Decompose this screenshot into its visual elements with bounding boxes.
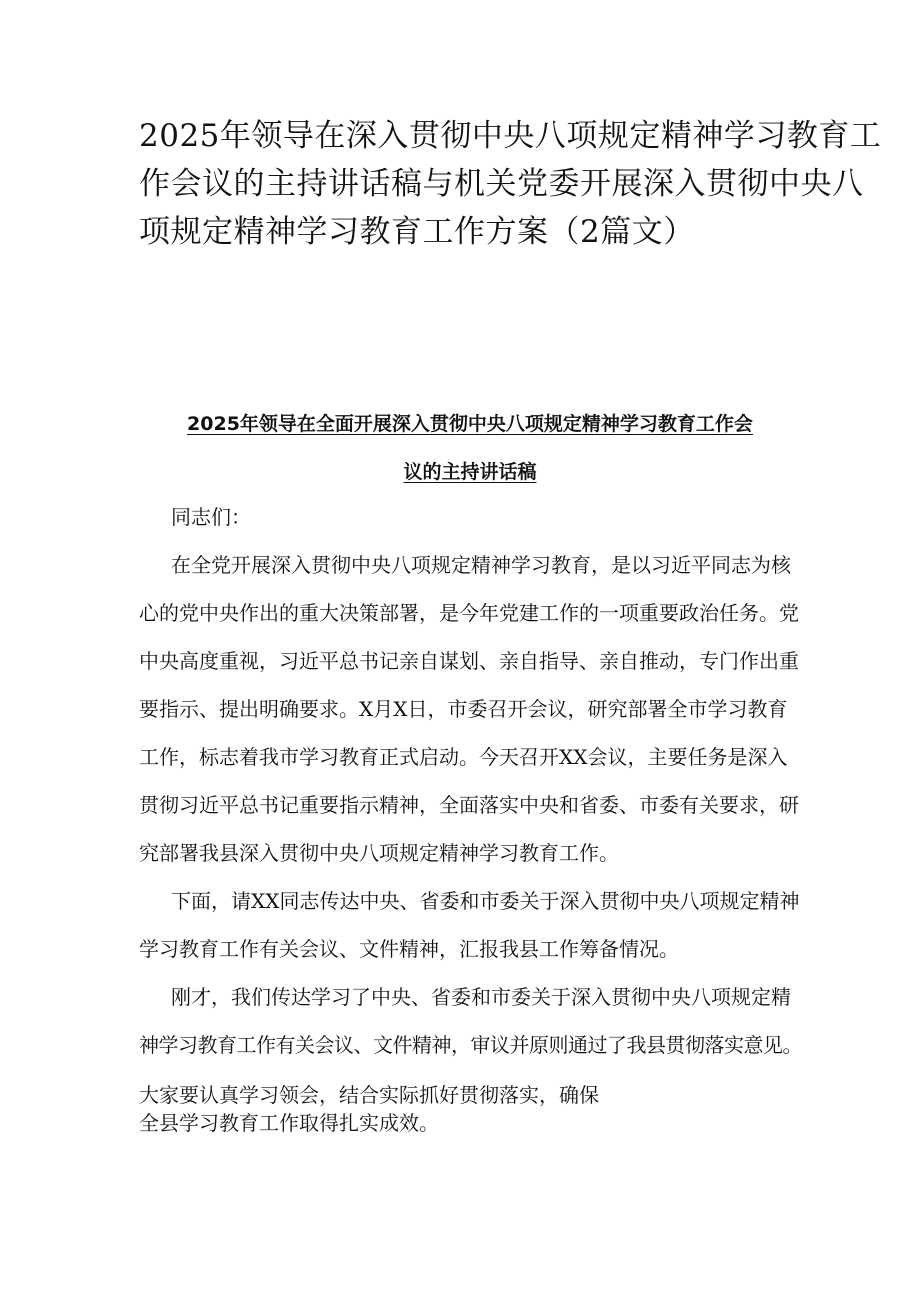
section-title-line-1: 2025年领导在全面开展深入贯彻中央八项规定精神学习教育工作会 [187, 413, 753, 435]
paragraph-2-line-1: 下面，请XX同志传达中央、省委和市委关于深入贯彻中央八项规定精神 [171, 889, 800, 913]
title-line-1: 2025年领导在深入贯彻中央八项规定精神学习教育工 [139, 118, 882, 154]
paragraph-1-line-1: 在全党开展深入贯彻中央八项规定精神学习教育，是以习近平同志为核 [171, 553, 791, 577]
document-title [139, 112, 882, 256]
section-title-line-2: 议的主持讲话稿 [403, 461, 537, 483]
paragraph-1-line-5: 工作，标志着我市学习教育正式启动。今天召开XX会议，主要任务是深入 [139, 745, 788, 769]
paragraph-1-line-6: 贯彻习近平总书记重要指示精神，全面落实中央和省委、市委有关要求，研 [139, 793, 799, 817]
salutation: 同志们： [171, 505, 251, 529]
paragraph-1-line-2: 心的党中央作出的重大决策部署，是今年党建工作的一项重要政治任务。党 [139, 601, 799, 625]
paragraph-1-line-7: 究部署我县深入贯彻中央八项规定精神学习教育工作。 [139, 841, 619, 865]
paragraph-1-line-4: 要指示、提出明确要求。X月X日，市委召开会议，研究部署全市学习教育 [139, 697, 788, 721]
paragraph-3-line-4: 全县学习教育工作取得扎实成效。 [139, 1111, 439, 1135]
paragraph-3-line-3: 大家要认真学习领会，结合实际抓好贯彻落实，确保 [139, 1083, 599, 1107]
title-line-3: 项规定精神学习教育工作方案（2篇文） [139, 214, 695, 250]
paragraph-3-line-2: 神学习教育工作有关会议、文件精神，审议并原则通过了我县贯彻落实意见。 [139, 1033, 802, 1057]
paragraph-2-line-2: 学习教育工作有关会议、文件精神，汇报我县工作筹备情况。 [139, 937, 679, 961]
paragraph-1-line-3: 中央高度重视，习近平总书记亲自谋划、亲自指导、亲自推动，专门作出重 [139, 649, 799, 673]
paragraph-3-line-1: 刚才，我们传达学习了中央、省委和市委关于深入贯彻中央八项规定精 [171, 985, 791, 1009]
section-title [140, 400, 800, 496]
title-line-2: 作会议的主持讲话稿与机关党委开展深入贯彻中央八 [139, 166, 864, 202]
